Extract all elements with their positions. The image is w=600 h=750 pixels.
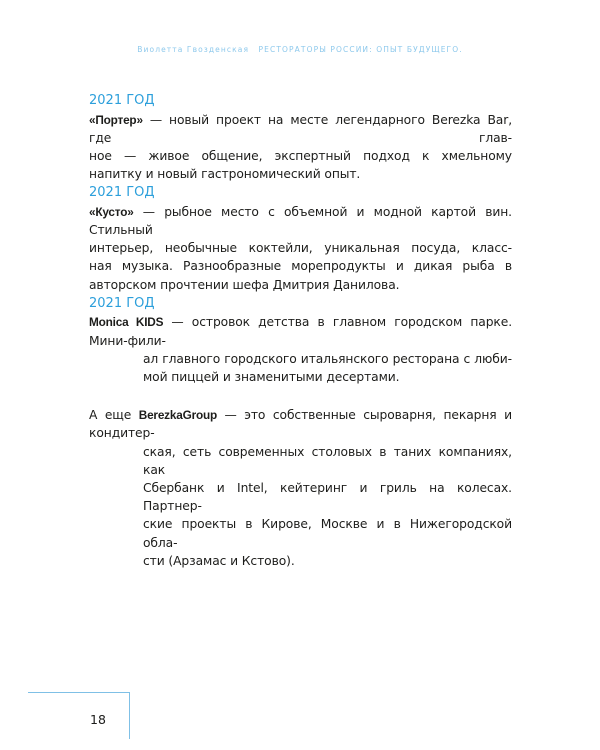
- entry-line: Сбербанк и Intel, кейтеринг и гриль на колесах. Партнер-: [143, 480, 512, 514]
- page-number: 18: [90, 712, 106, 727]
- page-number-frame: [28, 692, 130, 739]
- venue-name: «Портер»: [89, 112, 143, 127]
- summary-text: — это собственные сыроварня, пекарня и кондитер-: [89, 408, 512, 441]
- entry-line: мой пиццей и знаменитыми десертами.: [143, 369, 400, 384]
- running-head: [0, 45, 600, 54]
- running-head-author: Виолетта Гвозденская: [137, 45, 250, 54]
- entry-text: — новый проект на месте легендарного Berezka Bar, где глав-: [89, 112, 512, 145]
- venue-name: Monica KIDS: [89, 315, 164, 330]
- entry-paragraph: [89, 203, 512, 294]
- entry-line: авторском прочтении шефа Дмитрия Данилова.: [89, 277, 400, 292]
- entry-year: 2021 ГОД: [89, 295, 155, 311]
- entry-line: [89, 406, 512, 442]
- entry-kusto: [89, 184, 512, 294]
- group-name: BerezkaGroup: [138, 408, 217, 423]
- group-summary-paragraph: [89, 406, 512, 570]
- entry-year: 2021 ГОД: [89, 185, 155, 201]
- entry-paragraph: [89, 313, 512, 386]
- entry-line: [89, 111, 512, 147]
- entry-line: ная музыка. Разнообразные морепродукты и дикая рыба в: [89, 259, 512, 274]
- venue-name: «Кусто»: [89, 204, 134, 219]
- entry-line: интерьер, необычные коктейли, уникальная посуда, класс-: [89, 241, 512, 256]
- entry-line: ская, сеть современных столовых в таних компаниях, как: [143, 444, 512, 477]
- entry-line: напитку и новый гастрономический опыт.: [89, 167, 361, 182]
- entry-line: ские проекты в Кирове, Москве и в Нижегородской обла-: [143, 517, 512, 550]
- entry-monica-kids: [89, 295, 512, 386]
- entry-line: [89, 203, 512, 239]
- entry-line: ное — живое общение, экспертный подход к хмельному: [89, 148, 512, 163]
- entry-text: — рыбное место с объемной и модной картой вин. Стильный: [89, 204, 512, 238]
- running-head-title: РЕСТОРАТОРЫ РОССИИ: ОПЫТ БУДУЩЕГО.: [258, 45, 463, 54]
- entry-line: [89, 313, 512, 349]
- entry-text: — островок детства в главном городском парке. Мини-фили-: [89, 315, 513, 348]
- entry-year: 2021 ГОД: [89, 93, 155, 108]
- entry-porter: [89, 92, 512, 183]
- entry-line: сти (Арзамас и Кстово).: [143, 553, 295, 568]
- summary-prefix: А еще: [89, 408, 139, 423]
- entry-paragraph: [89, 111, 512, 184]
- main-text: [89, 92, 512, 571]
- entry-line: ал главного городского итальянского ресторана с люби-: [143, 351, 512, 366]
